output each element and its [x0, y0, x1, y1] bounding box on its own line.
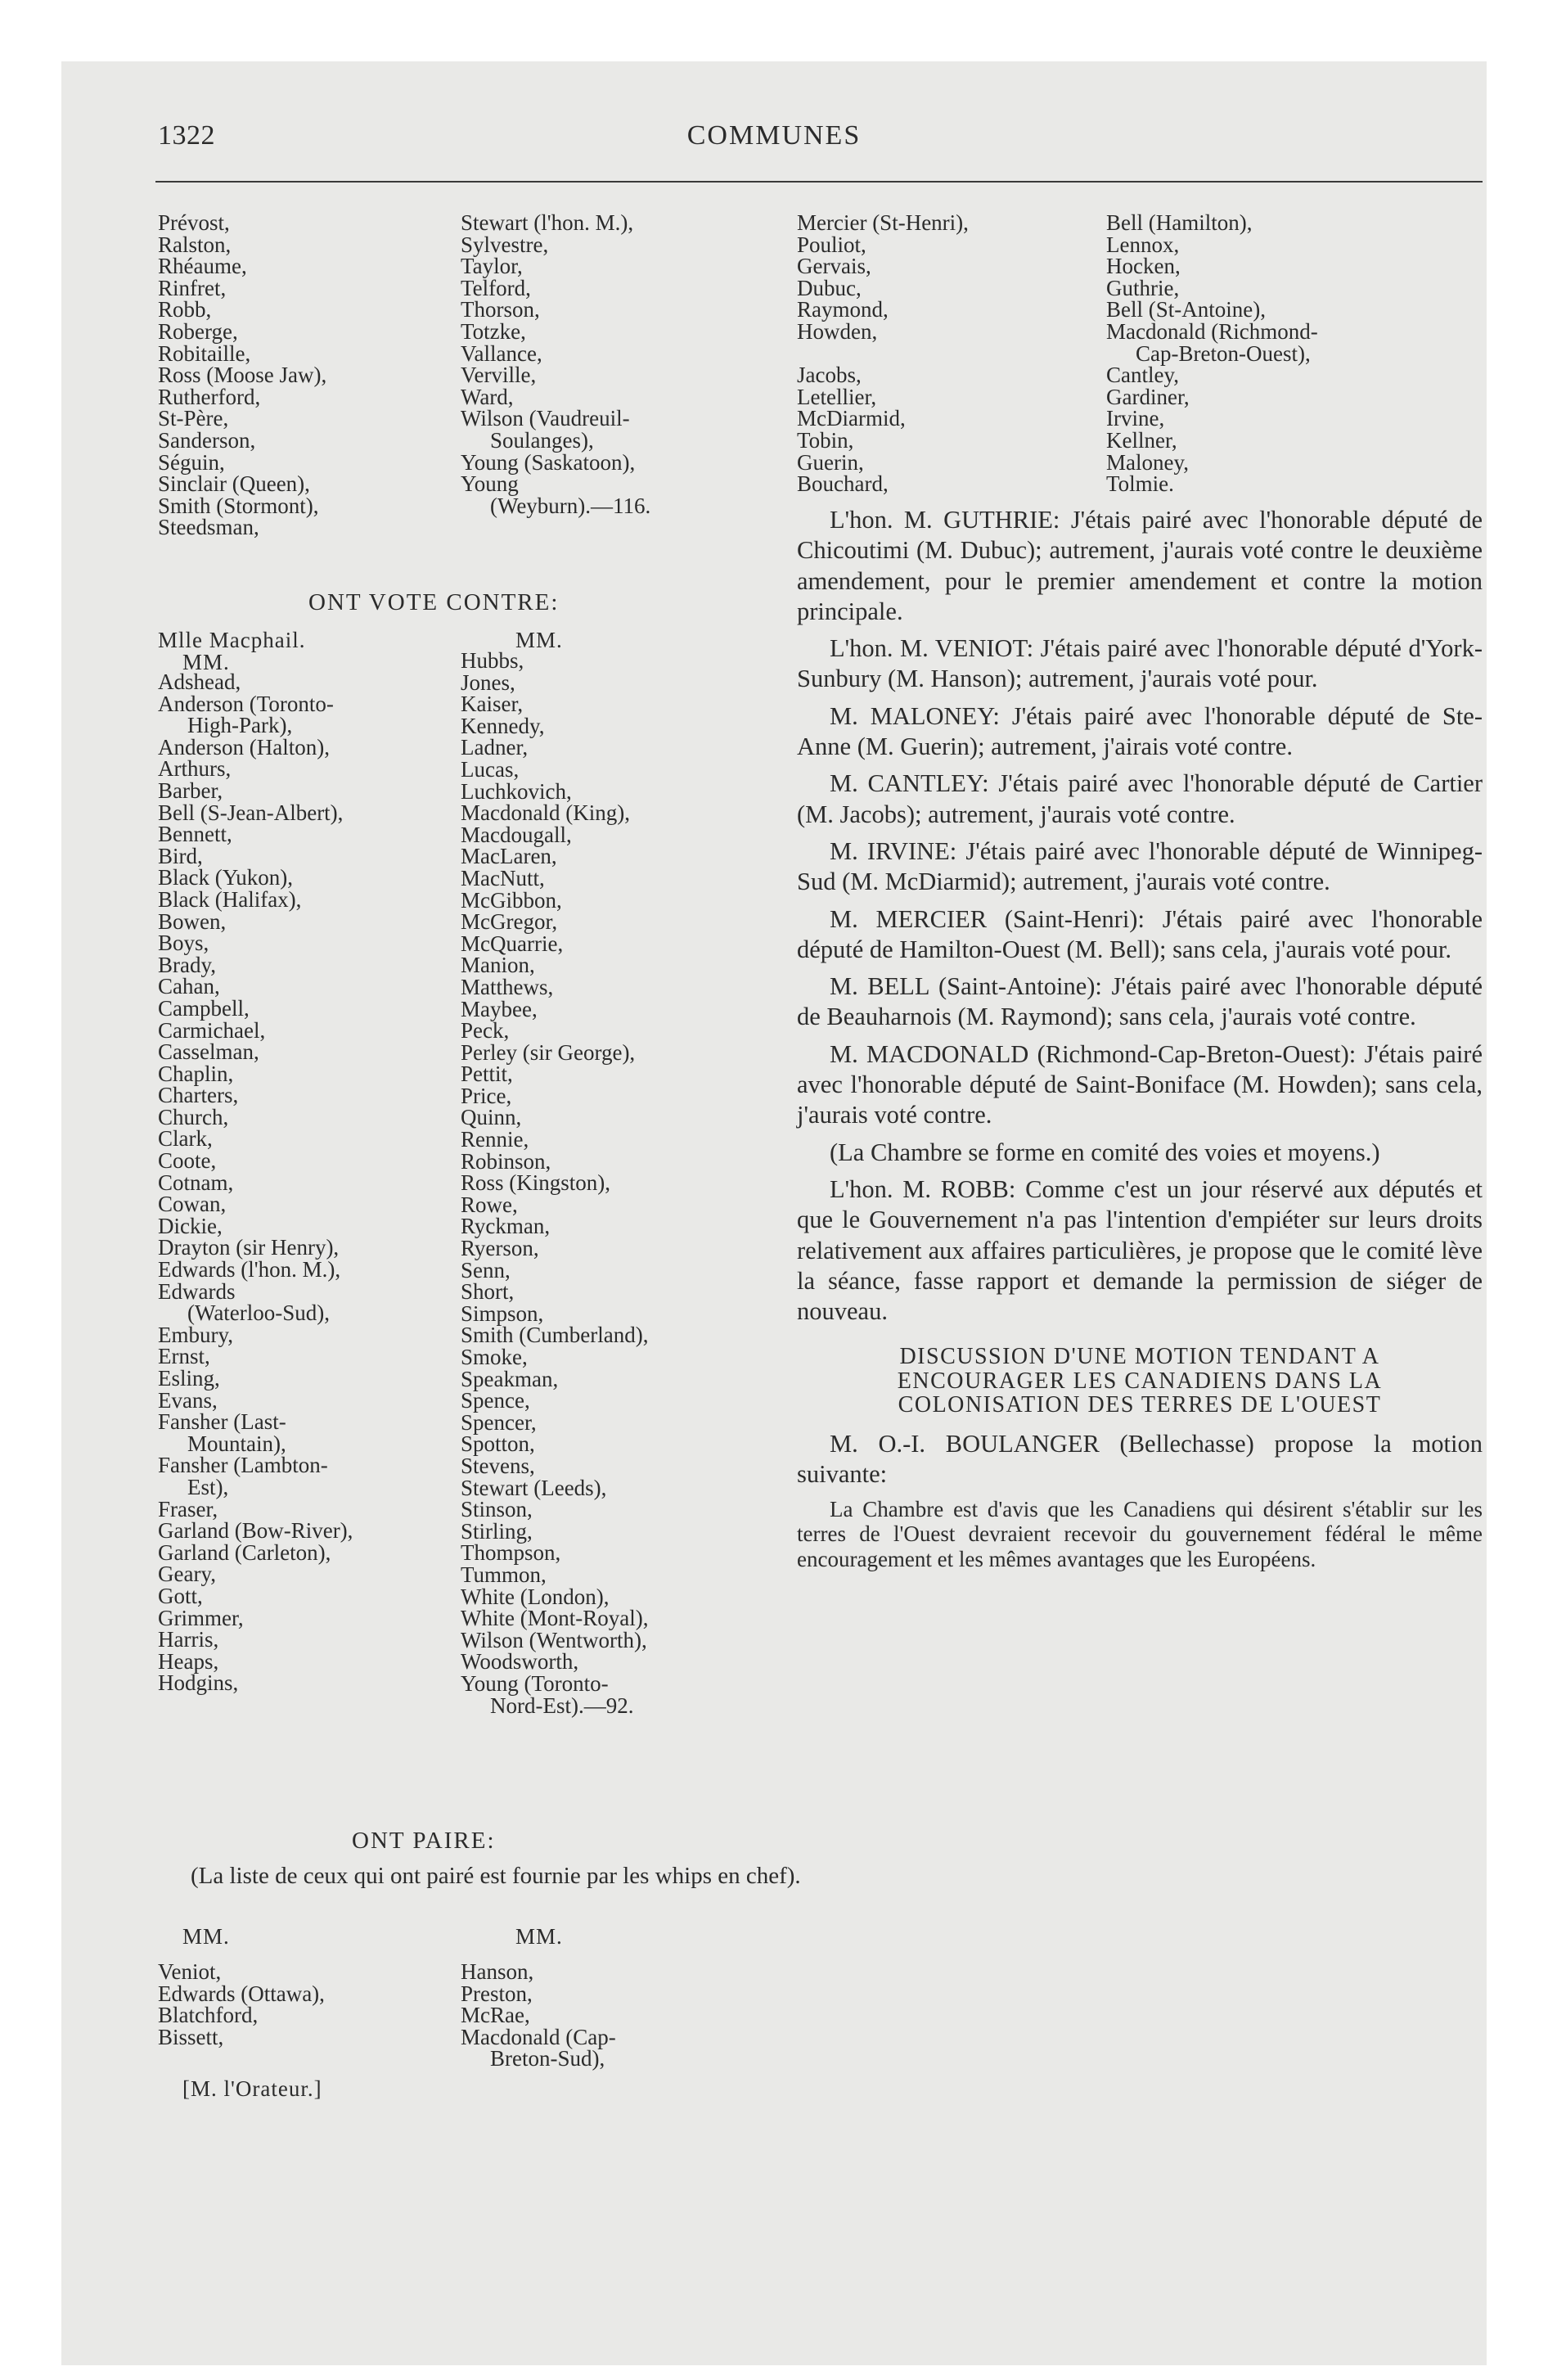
contre-mm-right: MM.: [515, 628, 563, 652]
member-name: Senn,: [461, 1257, 511, 1282]
member-name: Kellner,: [1106, 427, 1177, 453]
member-name: Letellier,: [797, 384, 877, 409]
member-name: Pettit,: [461, 1062, 513, 1087]
member-name: Rowe,: [461, 1192, 518, 1217]
member-name: Kennedy,: [461, 713, 545, 738]
motion-text: La Chambre est d'avis que les Canadiens qui désirent s'établir sur les terres de l'Ouest devraient recevoir du gouvernement fédéral le même encouragement et les mêmes avantages que les Européens.: [797, 1496, 1483, 1571]
member-name: Harris,: [158, 1627, 219, 1652]
member-name: Short,: [461, 1279, 515, 1305]
statement-maloney: M. MALONEY: J'étais pairé avec l'honorable député de Ste-Anne (M. Guerin); autrement, j'airais voté contre.: [797, 701, 1483, 761]
statement-bell: M. BELL (Saint-Antoine): J'étais pairé avec l'honorable député de Beauharnois (M. Raymond); sans cela, j'aurais voté contre.: [797, 972, 1483, 1031]
contre-mm-left: MM.: [182, 650, 230, 674]
statement-cantley: M. CANTLEY: J'étais pairé avec l'honorable député de Cartier (M. Jacobs); autrement, j'aurais voté contre.: [797, 769, 1483, 828]
member-name: Irvine,: [1106, 406, 1165, 431]
member-name: Hubbs,: [461, 648, 524, 673]
statement-irvine: M. IRVINE: J'étais pairé avec l'honorable député de Winnipeg-Sud (M. McDiarmid); autrement, j'aurais voté contre.: [797, 836, 1483, 896]
member-name: Luchkovich,: [461, 778, 572, 804]
contre-column-2: [461, 650, 648, 1716]
member-name: Matthews,: [461, 974, 554, 999]
member-name: Soulanges),: [490, 427, 594, 453]
member-name: High-Park),: [187, 713, 293, 738]
member-name: Bird,: [158, 843, 203, 868]
member-name: Dickie,: [158, 1213, 223, 1238]
member-name: Dubuc,: [797, 275, 862, 300]
member-name: Spence,: [461, 1388, 530, 1413]
member-name: Robitaille,: [158, 340, 251, 366]
member-name: Coote,: [158, 1148, 217, 1174]
member-name: Bowen,: [158, 908, 227, 934]
votes-pour-column-4: [1106, 212, 1318, 495]
votes-pour-column-3: [797, 212, 969, 495]
member-name: Young (Toronto-: [461, 1670, 609, 1696]
statement-veniot: L'hon. M. VENIOT: J'étais pairé avec l'honorable député d'York-Sunbury (M. Hanson); autrement, j'aurais voté pour.: [797, 634, 1483, 693]
member-name: Fraser,: [158, 1496, 218, 1521]
member-name: Lucas,: [461, 756, 520, 782]
member-name: Arthurs,: [158, 756, 232, 782]
member-name: Tummon,: [461, 1562, 547, 1587]
member-name: Wilson (Vaudreuil-: [461, 406, 630, 431]
member-name: MacNutt,: [461, 865, 545, 890]
member-name: Casselman,: [158, 1039, 259, 1065]
member-name: Adshead,: [158, 669, 241, 694]
member-name: Gervais,: [797, 254, 871, 279]
member-name: Clark,: [158, 1126, 213, 1152]
member-name: Heaps,: [158, 1648, 219, 1674]
member-name: Edwards (l'hon. M.),: [158, 1257, 341, 1282]
member-name: McQuarrie,: [461, 931, 564, 956]
member-name: Jacobs,: [797, 363, 862, 388]
paires-column-2: [461, 1961, 616, 2070]
member-name: Evans,: [158, 1387, 218, 1413]
member-name: Veniot,: [158, 1959, 222, 1984]
member-name: Prévost,: [158, 210, 230, 235]
member-name: Cowan,: [158, 1192, 227, 1217]
member-name: Mercier (St-Henri),: [797, 210, 969, 235]
statement-macdonald: M. MACDONALD (Richmond-Cap-Breton-Ouest): J'étais pairé avec l'honorable député de Saint-Boniface (M. Howden); sans cela, j'aurais voté contre.: [797, 1039, 1483, 1129]
member-name: Guthrie,: [1106, 275, 1180, 300]
member-name: Manion,: [461, 953, 535, 978]
member-name: Telford,: [461, 275, 531, 300]
member-name: Garland (Bow-River),: [158, 1518, 353, 1544]
speaker-footer: [M. l'Orateur.]: [182, 2076, 322, 2101]
statement-mercier: M. MERCIER (Saint-Henri): J'étais pairé avec l'honorable député de Hamilton-Ouest (M. Bell); sans cela, j'aurais voté pour.: [797, 904, 1483, 963]
member-name: (Weyburn).—116.: [490, 493, 651, 518]
member-name: Bouchard,: [797, 471, 889, 497]
member-name: Macdonald (Cap-: [461, 2024, 616, 2049]
member-name: Carmichael,: [158, 1017, 266, 1043]
member-name: Bell (Hamilton),: [1106, 210, 1253, 235]
member-name: Maybee,: [461, 996, 538, 1021]
member-name: Black (Yukon),: [158, 865, 293, 890]
member-name: Tolmie.: [1106, 471, 1174, 497]
member-name: Thompson,: [461, 1540, 561, 1566]
running-head: COMMUNES: [686, 120, 862, 151]
member-name: St-Père,: [158, 406, 229, 431]
member-name: Rhéaume,: [158, 254, 247, 279]
member-name: Taylor,: [461, 254, 523, 279]
member-name: Robinson,: [461, 1148, 551, 1174]
member-name: Maloney,: [1106, 449, 1189, 475]
member-name: Simpson,: [461, 1300, 544, 1326]
member-name: McGregor,: [461, 909, 558, 935]
member-name: Charters,: [158, 1083, 239, 1108]
member-name: Stewart (l'hon. M.),: [461, 210, 634, 235]
member-name: Thorson,: [461, 297, 540, 322]
member-name: Chaplin,: [158, 1061, 234, 1086]
member-name: Raymond,: [797, 297, 889, 322]
member-name: Guerin,: [797, 449, 864, 475]
member-name: Ladner,: [461, 735, 529, 760]
member-name: Spotton,: [461, 1431, 535, 1457]
member-name: Cap-Breton-Ouest),: [1136, 340, 1311, 366]
member-name: Drayton (sir Henry),: [158, 1235, 340, 1260]
member-name: Cahan,: [158, 974, 220, 999]
member-name: Howden,: [797, 318, 878, 344]
member-name: [797, 343, 969, 365]
member-name: Ryerson,: [461, 1236, 539, 1261]
member-name: (Waterloo-Sud),: [187, 1300, 331, 1326]
member-name: Ralston,: [158, 232, 232, 257]
member-name: Hanson,: [461, 1959, 534, 1984]
member-name: Stevens,: [461, 1453, 535, 1478]
member-name: Church,: [158, 1104, 229, 1129]
member-name: Ryckman,: [461, 1214, 551, 1239]
member-name: Speakman,: [461, 1366, 559, 1391]
member-name: Rennie,: [461, 1127, 529, 1152]
member-name: MacLaren,: [461, 844, 557, 869]
member-name: Séguin,: [158, 449, 225, 475]
member-name: Cotnam,: [158, 1170, 234, 1195]
paires-column-1: [158, 1961, 325, 2048]
member-name: Bennett,: [158, 822, 232, 847]
member-name: McDiarmid,: [797, 406, 906, 431]
member-name: Campbell,: [158, 995, 250, 1021]
member-name: Est),: [187, 1474, 229, 1499]
member-name: Wilson (Wentworth),: [461, 1627, 647, 1652]
member-name: Lennox,: [1106, 232, 1180, 257]
contre-column-1: [158, 671, 353, 1694]
paires-mm-left: MM.: [182, 1924, 230, 1949]
member-name: Gott,: [158, 1583, 203, 1608]
member-name: McRae,: [461, 2003, 530, 2028]
member-name: Young (Saskatoon),: [461, 449, 636, 475]
contre-mlle: Mlle Macphail.: [158, 628, 306, 652]
member-name: Gardiner,: [1106, 384, 1190, 409]
member-name: Peck,: [461, 1018, 510, 1044]
member-name: Ward,: [461, 384, 514, 409]
member-name: Steedsman,: [158, 515, 259, 540]
member-name: Stirling,: [461, 1518, 533, 1544]
member-name: Rutherford,: [158, 384, 261, 409]
member-name: Pouliot,: [797, 232, 866, 257]
member-name: Preston,: [461, 1981, 533, 2006]
member-name: Barber,: [158, 778, 223, 803]
member-name: Hocken,: [1106, 254, 1181, 279]
member-name: Sanderson,: [158, 427, 256, 453]
discussion-intro: M. O.-I. BOULANGER (Bellechasse) propose la motion suivante:: [797, 1429, 1483, 1489]
member-name: Macdonald (King),: [461, 800, 630, 826]
member-name: Mountain),: [187, 1431, 286, 1456]
member-name: Jones,: [461, 669, 515, 695]
member-name: Fansher (Last-: [158, 1409, 286, 1435]
member-name: Ernst,: [158, 1344, 210, 1369]
discussion-heading: DISCUSSION D'UNE MOTION TENDANT A ENCOURAGER LES CANADIENS DANS LA COLONISATION DES TERRES DE L'OUEST: [897, 1344, 1383, 1418]
member-name: Kaiser,: [461, 692, 524, 717]
member-name: Bissett,: [158, 2024, 224, 2049]
member-name: Spencer,: [461, 1409, 537, 1435]
member-name: Bell (S-Jean-Albert),: [158, 800, 344, 825]
member-name: Stewart (Leeds),: [461, 1475, 607, 1500]
member-name: Bell (St-Antoine),: [1106, 297, 1266, 322]
member-name: Perley (sir George),: [461, 1039, 636, 1065]
member-name: Totzke,: [461, 318, 526, 344]
member-name: Cantley,: [1106, 363, 1179, 388]
member-name: Hodgins,: [158, 1670, 239, 1696]
member-name: Roberge,: [158, 318, 238, 344]
paires-note: (La liste de ceux qui ont pairé est fournie par les whips en chef).: [191, 1863, 801, 1889]
member-name: Brady,: [158, 952, 216, 977]
member-name: Grimmer,: [158, 1605, 244, 1630]
member-name: Edwards: [158, 1278, 236, 1304]
member-name: Boys,: [158, 931, 209, 956]
member-name: Rinfret,: [158, 275, 227, 300]
member-name: Quinn,: [461, 1105, 522, 1130]
member-name: Sylvestre,: [461, 232, 549, 257]
member-name: Embury,: [158, 1322, 233, 1347]
contre-heading: ONT VOTE CONTRE:: [308, 589, 560, 615]
member-name: Nord-Est).—92.: [490, 1693, 634, 1718]
member-name: Geary,: [158, 1562, 216, 1587]
member-name: Young: [461, 471, 519, 497]
member-name: Price,: [461, 1083, 512, 1108]
member-name: Tobin,: [797, 427, 854, 453]
member-name: Fansher (Lambton-: [158, 1453, 328, 1478]
member-name: Robb,: [158, 297, 212, 322]
committee-note: (La Chambre se forme en comité des voies et moyens.): [830, 1138, 1380, 1166]
member-name: Edwards (Ottawa),: [158, 1981, 325, 2006]
member-name: Ross (Moose Jaw),: [158, 363, 327, 388]
member-name: Blatchford,: [158, 2003, 259, 2028]
member-name: Garland (Carleton),: [158, 1539, 331, 1565]
document-page: [61, 61, 1487, 2365]
member-name: Verville,: [461, 363, 537, 388]
member-name: Woodsworth,: [461, 1649, 579, 1675]
member-name: Smith (Cumberland),: [461, 1323, 649, 1348]
header-rule: [155, 181, 1483, 183]
member-name: Anderson (Toronto-: [158, 691, 334, 716]
member-name: White (Mont-Royal),: [461, 1606, 649, 1631]
member-name: Sinclair (Queen),: [158, 471, 310, 497]
paires-heading: ONT PAIRE:: [352, 1828, 496, 1854]
statement-guthrie: L'hon. M. GUTHRIE: J'étais pairé avec l'honorable député de Chicoutimi (M. Dubuc); autrement, j'aurais voté contre le deuxième amendement, pour le premier amendement et contre la motion principale.: [797, 506, 1483, 625]
member-name: Macdonald (Richmond-: [1106, 318, 1318, 344]
member-name: Ross (Kingston),: [461, 1170, 611, 1196]
right-column-prose: [797, 505, 1483, 1571]
member-name: Stinson,: [461, 1497, 533, 1522]
member-name: Macdougall,: [461, 822, 572, 847]
member-name: McGibbon,: [461, 887, 562, 913]
member-name: Vallance,: [461, 340, 542, 366]
member-name: White (London),: [461, 1584, 610, 1609]
statement-robb: L'hon. M. ROBB: Comme c'est un jour réservé aux députés et que le Gouvernement n'a pas l'intention d'empiéter sur leurs droits relativement aux affaires particulières, je propose que le comité lève la séance, fasse rapport et demande la permission de siéger de nouveau.: [797, 1174, 1483, 1326]
member-name: Black (Halifax),: [158, 886, 302, 912]
paires-mm-right: MM.: [515, 1924, 563, 1949]
member-name: Smith (Stormont),: [158, 493, 319, 518]
member-name: Anderson (Halton),: [158, 734, 330, 760]
member-name: Smoke,: [461, 1345, 528, 1369]
page-number: 1322: [158, 120, 215, 151]
votes-pour-column-1: [158, 212, 326, 539]
votes-pour-column-2: [461, 212, 650, 516]
member-name: Esling,: [158, 1366, 220, 1391]
member-name: Breton-Sud),: [490, 2046, 605, 2071]
